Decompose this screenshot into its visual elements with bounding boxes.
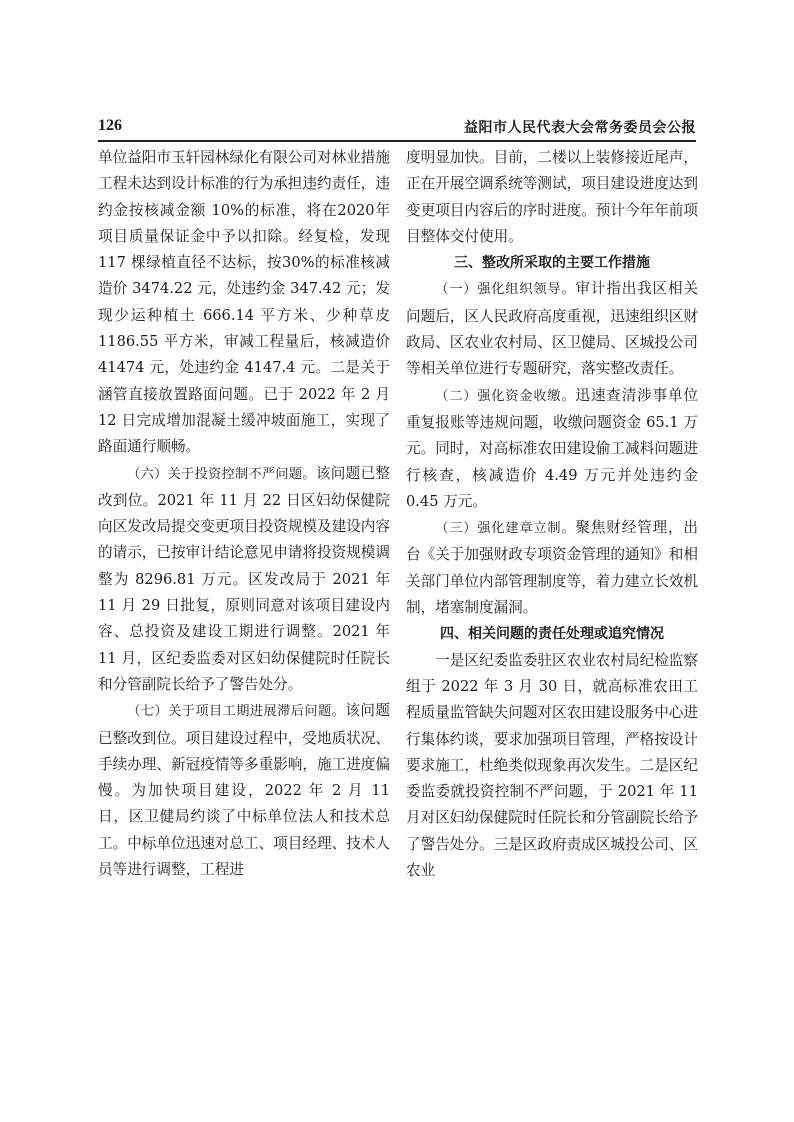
section-heading-measures: 三、整改所采取的主要工作措施 <box>454 255 650 272</box>
page-header <box>98 117 696 139</box>
paragraph-regulations <box>406 515 698 621</box>
subheading-organization: （一）强化组织领导。 <box>435 282 576 298</box>
subheading-schedule-delay: （七）关于项目工期进展滞后问题。 <box>127 704 346 720</box>
left-column <box>98 145 390 1045</box>
right-column <box>406 145 698 1045</box>
paragraph-body: 该问题已整改到位。2021 年 11 月 22 日区妇幼保健院向区发改局提交变更项目投资规模及建设内容的请示，已按审计结论意见申请将投资规模调整为 8296.81 万元。区发改局于 2021 年 11 月 29 日批复，原则同意对该项目建设内容、总投资及建设工期进行调整。2021 年 11 月，区纪委监委对区妇幼保健院时任院长和分管副院长给予了警告处分。 <box>98 464 390 693</box>
header-rule <box>98 140 696 142</box>
paragraph-continued: 单位益阳市玉轩园林绿化有限公司对林业措施工程未达到设计标准的行为承担违约责任，违约金按核减金额 10%的标准，将在2020年项目质量保证金中予以扣除。经复检，发现 117 棵绿植直径不达标，按30%的标准核减造价 3474.22 元，处违约金 347.42 元；发现少运种植土 666.14 平方米、少种草皮 1186.55 平方米，审减工程量后，核减造价 41474 元，处违约金 4147.4 元。二是关于涵管直接放置路面问题。已于 2022 年 2 月 12 日完成增加混凝土缓冲坡面施工，实现了路面通行顺畅。 <box>98 149 390 456</box>
paragraph-schedule-delay <box>98 698 390 883</box>
page-number: 126 <box>98 117 122 134</box>
paragraph-continued: 度明显加快。目前，二楼以上装修接近尾声，正在开展空调系统等测试，项目建设进度达到变更项目内容后的序时进度。预计今年年前项目整体交付使用。 <box>406 149 698 245</box>
paragraph-organization <box>406 276 698 382</box>
paragraph-body: 迅速查清涉事单位重复报账等违规问题，收缴问题资金 65.1 万元。同时，对高标准农田建设偷工减料问题进行核查，核减造价 4.49 万元并处违约金 0.45 万元。 <box>406 386 698 510</box>
subheading-fund-collection: （二）强化资金收缴。 <box>435 388 576 404</box>
paragraph-investment-control <box>98 461 390 699</box>
paragraph-body: 聚焦财经管理，出台《关于加强财政专项资金管理的通知》和相关部门单位内部管理制度等，着力建立长效机制，堵塞制度漏洞。 <box>406 519 698 617</box>
subheading-investment-control: （六）关于投资控制不严问题。 <box>127 466 316 482</box>
paragraph-body: 该问题已整改到位。项目建设过程中，受地质状况、手续办理、新冠疫情等多重影响，施工进度偏慢。为加快项目建设，2022 年 2 月 11 日，区卫健局约谈了中标单位法人和技术总工。中标单位迅速对总工、项目经理、技术人员等进行调整，工程进 <box>98 702 390 879</box>
paragraph-fund-collection <box>406 383 698 515</box>
subheading-regulations: （三）强化建章立制。 <box>435 521 576 537</box>
paragraph-accountability: 一是区纪委监委驻区农业农村局纪检监察组于 2022 年 3 月 30 日，就高标准农田工程质量监管缺失问题对区农田建设服务中心进行集体约谈，要求加强项目管理，严格按设计要求施工，杜绝类似现象再次发生。二是区纪委监委就投资控制不严问题，于 2021 年 11 月对区妇幼保健院时任院长和分管副院长给予了警告处分。三是区政府责成区城投公司、区农业 <box>406 651 698 880</box>
journal-title: 益阳市人民代表大会常务委员会公报 <box>464 120 696 136</box>
section-heading-accountability: 四、相关问题的责任处理或追究情况 <box>440 626 664 643</box>
paragraph-body: 审计指出我区相关问题后，区人民政府高度重视，迅速组织区财政局、区农业农村局、区卫健局、区城投公司等相关单位进行专题研究，落实整改责任。 <box>406 280 698 378</box>
